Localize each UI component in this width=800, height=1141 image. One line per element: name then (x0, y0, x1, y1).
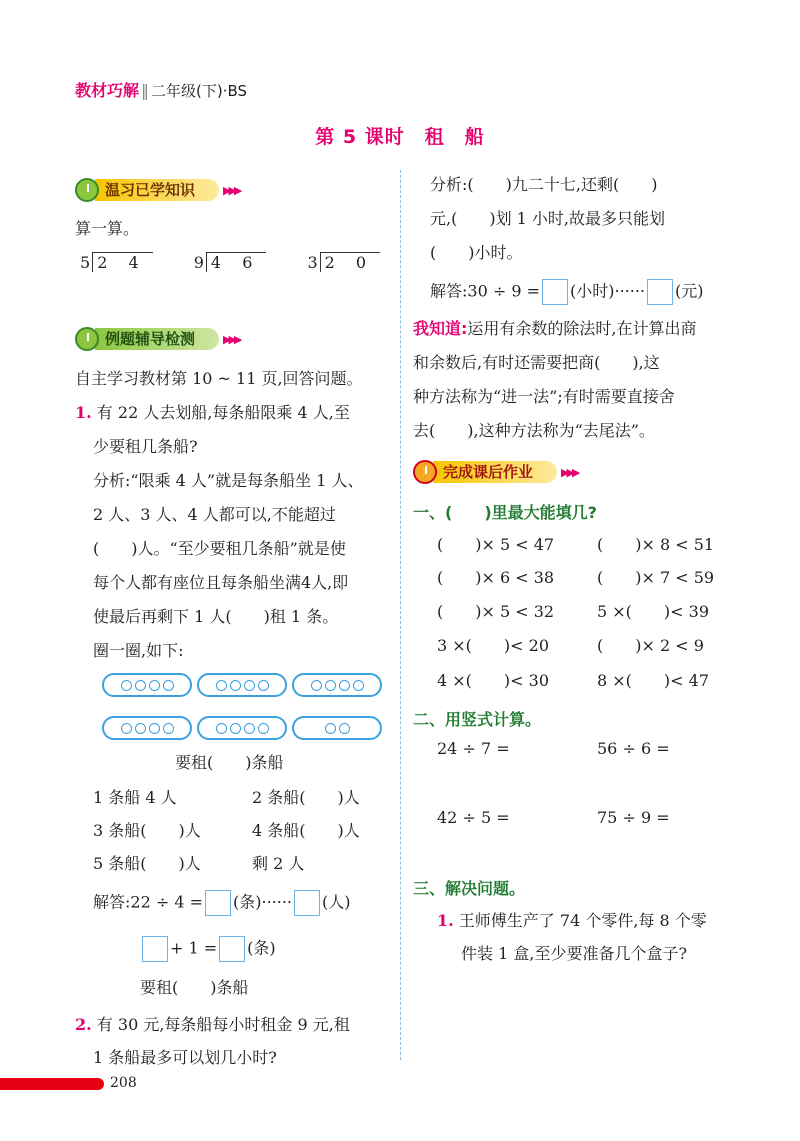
boat-group (292, 673, 382, 697)
know-line2: 和余数后,有时还需要把商( ),这 (413, 353, 660, 372)
calc-item: 42 ÷ 5 = (437, 808, 510, 827)
q1-line2: 少要租几条船? (93, 437, 198, 456)
know-line1: 我知道:运用有余数的除法时,在计算出商 (413, 319, 697, 338)
fill-item: ( )× 2 < 9 (597, 636, 704, 655)
q2-number: 2. (75, 1015, 92, 1034)
boat-group (102, 716, 192, 740)
q1-analysis-3: ( )人。“至少要租几条船”就是使 (93, 539, 346, 558)
book-brand: 教材巧解 (75, 81, 140, 100)
boat-group (292, 716, 382, 740)
fill-item: 8 ×( )< 47 (597, 671, 710, 690)
example-banner (75, 326, 239, 352)
q2-analysis-1: 分析:( )九二十七,还剩( ) (430, 175, 658, 194)
calc-item: 24 ÷ 7 = (437, 739, 510, 758)
page-number: 208 (110, 1075, 137, 1091)
boat-count-1: 1 条船 4 人 (93, 788, 177, 807)
review-instruction: 算一算。 (75, 219, 140, 238)
q1-line1: 1. 有 22 人去划船,每条船限乘 4 人,至 (75, 403, 350, 422)
q2-analysis-2: 元,( )划 1 小时,故最多只能划 (430, 209, 666, 228)
q2-analysis-3: ( )小时。 (430, 243, 523, 262)
running-header: 教材巧解 ‖ 二年级(下)·BS (75, 81, 248, 100)
boat-remainder: 剩 2 人 (252, 854, 305, 873)
footer-bar (0, 1078, 104, 1090)
boat-group (197, 716, 287, 740)
example-intro: 自主学习教材第 10 ~ 11 页,回答问题。 (75, 369, 363, 388)
know-label: 我知道: (413, 319, 468, 338)
answer-box[interactable] (205, 890, 231, 916)
fill-item: ( )× 6 < 38 (437, 568, 555, 587)
q1-analysis-2: 2 人、3 人、4 人都可以,不能超过 (93, 505, 336, 524)
answer-box[interactable] (219, 936, 245, 962)
boat-group (197, 673, 287, 697)
boat-group (102, 673, 192, 697)
q2-answer: 解答:30 ÷ 9 = (小时)······ (元) (430, 279, 704, 305)
fill-item: ( )× 7 < 59 (597, 568, 715, 587)
q1-analysis-4: 每个人都有座位且每条船坐满4人,即 (93, 573, 349, 592)
triple-arrow-icon: ▶▶▶ (561, 465, 578, 479)
section1-title: 一、( )里最大能填几? (413, 503, 597, 522)
s3-line1: 1. 王师傅生产了 74 个零件,每 8 个零 (437, 911, 707, 930)
section2-title: 二、用竖式计算。 (413, 710, 542, 729)
boat-count-4: 4 条船( )人 (252, 821, 360, 840)
s3-line2: 件装 1 盒,至少要准备几个盒子? (461, 944, 688, 963)
know-line4: 去( ),这种方法称为“去尾法”。 (413, 421, 655, 440)
s3-number: 1. (437, 911, 454, 930)
division-problem: 5 2 4 (80, 252, 153, 272)
division-problem: 3 2 0 (307, 252, 380, 272)
review-banner-label: 温习已学知识 (95, 179, 219, 201)
q1-answer: 解答:22 ÷ 4 = (条)······ (人) (93, 890, 351, 916)
column-divider (400, 170, 401, 1060)
homework-banner (413, 459, 577, 485)
clock-icon (75, 327, 99, 351)
fill-item: 3 ×( )< 20 (437, 636, 550, 655)
fill-item: ( )× 8 < 51 (597, 535, 715, 554)
answer-box[interactable] (542, 279, 568, 305)
q1-analysis-1: 分析:“限乘 4 人”就是每条船坐 1 人、 (93, 471, 364, 490)
answer-box[interactable] (142, 936, 168, 962)
example-banner-label: 例题辅导检测 (95, 328, 219, 350)
circle-label: 圈一圈,如下: (93, 641, 184, 660)
division-problems (80, 252, 380, 272)
fill-item: 5 ×( )< 39 (597, 602, 710, 621)
lesson-title: 第 5 课时 租 船 (315, 126, 485, 148)
q2-line1: 2. 有 30 元,每条船每小时租金 9 元,租 (75, 1015, 350, 1034)
answer-box[interactable] (294, 890, 320, 916)
boat-count-2: 2 条船( )人 (252, 788, 360, 807)
answer-box[interactable] (647, 279, 673, 305)
calc-item: 75 ÷ 9 = (597, 808, 670, 827)
division-problem: 9 4 6 (194, 252, 267, 272)
triple-arrow-icon: ▶▶▶ (223, 183, 240, 197)
review-banner (75, 177, 239, 203)
know-line3: 种方法称为“进一法”;有时需要直接舍 (413, 387, 675, 406)
fill-item: ( )× 5 < 47 (437, 535, 555, 554)
grade-label: 二年级(下)·BS (151, 82, 248, 100)
q1-final: 要租( )条船 (140, 978, 249, 997)
fill-item: 4 ×( )< 30 (437, 671, 550, 690)
q1-plus-one: + 1 = (条) (140, 936, 276, 962)
calc-item: 56 ÷ 6 = (597, 739, 670, 758)
q1-number: 1. (75, 403, 92, 422)
triple-arrow-icon: ▶▶▶ (223, 332, 240, 346)
q2-line2: 1 条船最多可以划几小时? (93, 1048, 277, 1067)
q1-analysis-5: 使最后再剩下 1 人( )租 1 条。 (93, 607, 339, 626)
section3-title: 三、解决问题。 (413, 879, 526, 898)
homework-banner-label: 完成课后作业 (433, 461, 557, 483)
need-rent: 要租( )条船 (175, 753, 284, 772)
boat-count-3: 3 条船( )人 (93, 821, 201, 840)
clock-icon (75, 178, 99, 202)
boat-count-5: 5 条船( )人 (93, 854, 201, 873)
fill-item: ( )× 5 < 32 (437, 602, 555, 621)
clock-icon (413, 460, 437, 484)
